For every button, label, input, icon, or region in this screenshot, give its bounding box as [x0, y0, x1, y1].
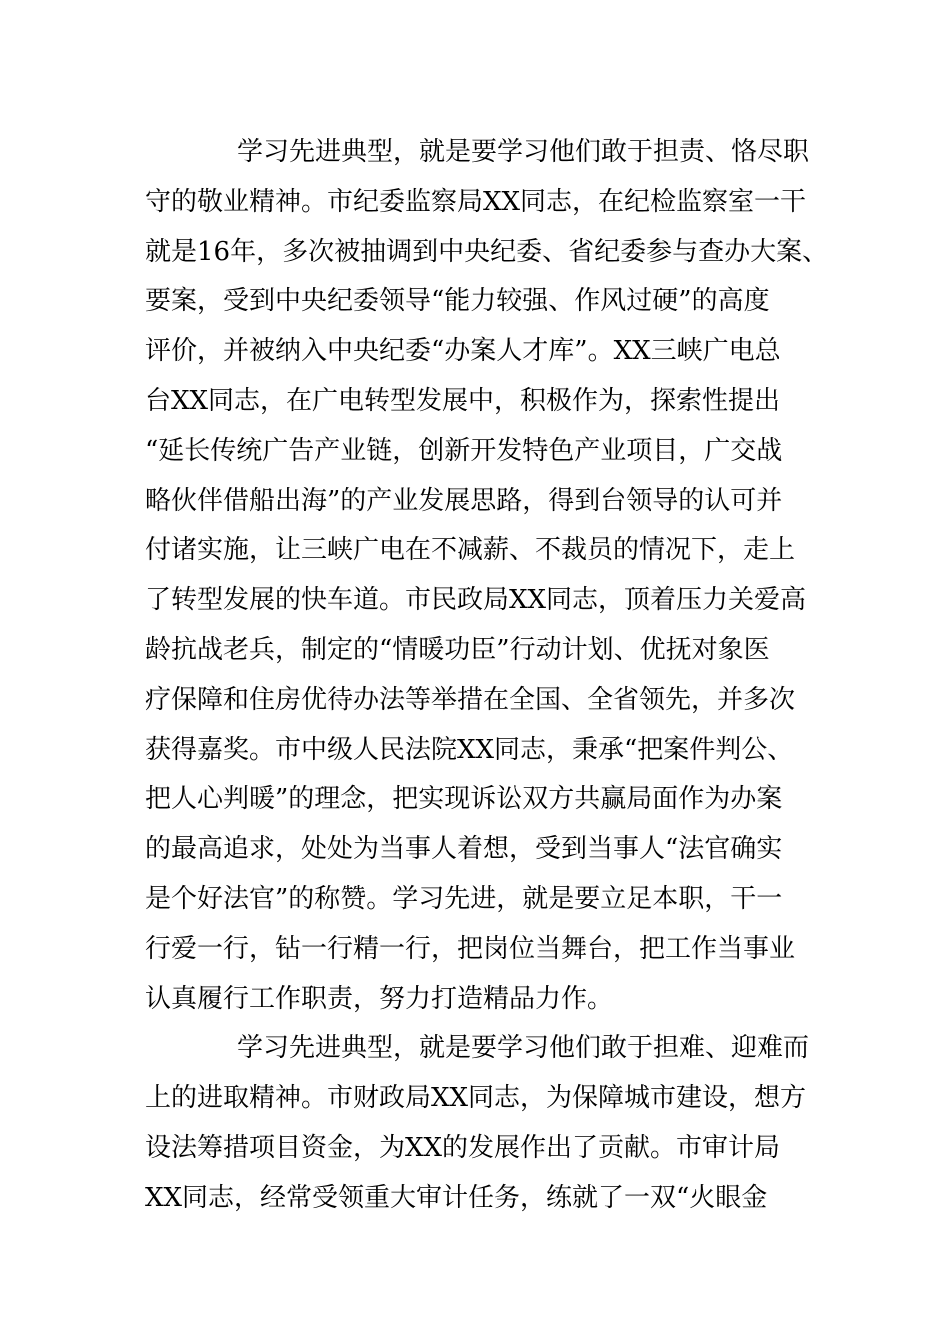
text-line: 学习先进典型，就是要学习他们敢于担难、迎难而 — [237, 1033, 810, 1064]
text-line: 是个好法官”的称赞。学习先进，就是要立足本职，干一 — [145, 883, 783, 914]
text-line: 评价，并被纳入中央纪委“办案人才库”。XX三峡广电总 — [145, 336, 781, 367]
text-line: “延长传统广告产业链，创新开发特色产业项目，广交战 — [145, 435, 783, 466]
text-line: 把人心判暖”的理念，把实现诉讼双方共赢局面作为办案 — [145, 784, 783, 815]
text-line: 要案，受到中央纪委领导“能力较强、作风过硬”的高度 — [145, 286, 770, 317]
text-line: 了转型发展的快车道。市民政局XX同志，顶着压力关爱高 — [145, 585, 807, 616]
paragraph-1 — [145, 128, 829, 1024]
text-line: 略伙伴借船出海”的产业发展思路，得到台领导的认可并 — [145, 485, 783, 516]
text-line: 龄抗战老兵，制定的“情暖功臣”行动计划、优抚对象医 — [145, 634, 770, 665]
text-line: 获得嘉奖。市中级人民法院XX同志，秉承“把案件判公、 — [145, 734, 794, 765]
text-line: 台XX同志，在广电转型发展中，积极作为，探索性提出 — [145, 385, 781, 416]
text-line: 上的进取精神。市财政局XX同志，为保障城市建设，想方 — [145, 1083, 807, 1114]
text-line: 疗保障和住房优待办法等举措在全国、全省领先，并多次 — [145, 684, 796, 715]
paragraph-2 — [145, 1024, 825, 1223]
text-line: 行爱一行，钻一行精一行，把岗位当舞台，把工作当事业 — [145, 933, 796, 964]
text-line: 认真履行工作职责，努力打造精品力作。 — [145, 983, 614, 1014]
text-line: 学习先进典型，就是要学习他们敢于担责、恪尽职 — [237, 137, 810, 167]
document-body — [145, 128, 829, 1224]
text-line: 守的敬业精神。市纪委监察局XX同志，在纪检监察室一干 — [145, 186, 807, 217]
text-line: XX同志，经常受领重大审计任务，练就了一双“火眼金 — [145, 1182, 768, 1213]
text-line: 付诸实施，让三峡广电在不减薪、不裁员的情况下，走上 — [145, 535, 796, 566]
text-line: 设法筹措项目资金，为XX的发展作出了贡献。市审计局 — [145, 1132, 781, 1163]
text-line: 的最高追求，处处为当事人着想，受到当事人“法官确实 — [145, 834, 783, 865]
text-line: 就是16年，多次被抽调到中央纪委、省纪委参与查办大案、 — [145, 236, 829, 267]
